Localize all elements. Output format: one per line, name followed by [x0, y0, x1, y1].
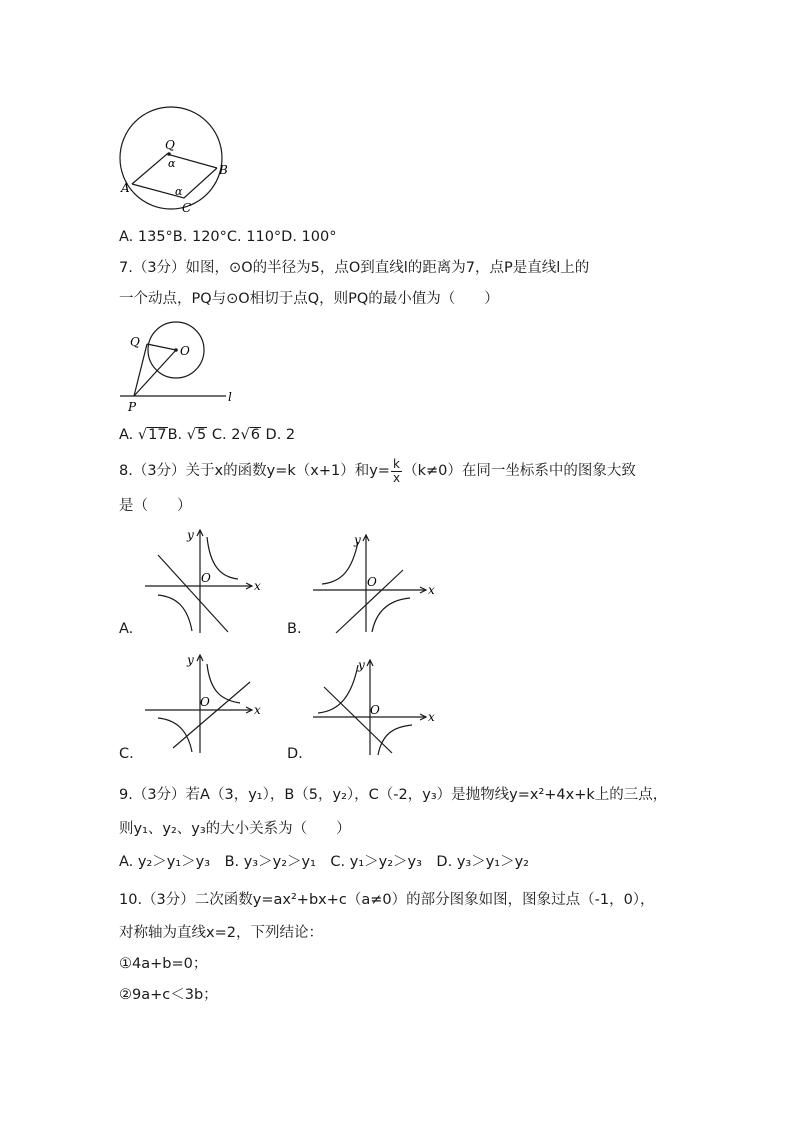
q8c-o-label: O — [200, 695, 210, 709]
q8c-hyperbola-q1 — [207, 664, 240, 703]
q8a-line — [158, 555, 228, 632]
q10-item-2: ②9a+c＜3b； — [119, 987, 218, 1003]
q7-center-dot — [174, 348, 178, 352]
q8-stem-before: 8.（3分）关于x的函数y=k（x+1）和y= — [119, 463, 390, 480]
q6-label-a: A — [121, 181, 130, 195]
q8b-y-label: y — [354, 533, 361, 547]
q7-stem-line2: 一个动点，PQ与⊙O相切于点Q，则PQ的最小值为（ ） — [119, 291, 499, 307]
q7-segment-qo — [147, 344, 176, 350]
q7-option-a-label: A. — [119, 427, 134, 443]
q6-label-alpha-bottom: α — [175, 185, 183, 198]
q8-graph-d — [308, 655, 438, 765]
q6-label-alpha-top: α — [168, 157, 176, 170]
q7-option-a-radicand: 17 — [148, 427, 167, 443]
q8b-o-label: O — [367, 575, 377, 589]
q6-label-b: B — [219, 163, 228, 177]
q6-options: A. 135°B. 120°C. 110°D. 100° — [119, 229, 337, 245]
q6-label-q: Q — [165, 138, 175, 152]
q7-option-c-label: C. 2 — [211, 427, 241, 443]
q8a-hyperbola-q1 — [207, 537, 238, 579]
q8-option-c-label: C. — [119, 746, 134, 762]
q8-stem-after: （k≠0）在同一坐标系中的图象大致 — [403, 463, 636, 480]
q7-option-c-radicand: 6 — [250, 427, 260, 443]
q9-stem-line1: 9.（3分）若A（3，y₁），B（5，y₂），C（-2，y₃）是抛物线y=x²+4x+k上的三点， — [119, 787, 668, 803]
q8b-hyperbola-q2 — [322, 542, 358, 584]
q8b-x-label: x — [428, 583, 435, 597]
q7-option-a-sqrt: √17 — [137, 427, 167, 443]
q8b-hyperbola-q4 — [372, 598, 410, 632]
q7-option-c-sqrt: √6 — [240, 427, 260, 443]
q8-stem-line2: 是（ ） — [119, 498, 192, 514]
q8-option-d-label: D. — [287, 746, 303, 762]
q9-options: A. y₂＞y₁＞y₃ B. y₃＞y₂＞y₁ C. y₁＞y₂＞y₃ D. y₃＞y₁＞y₂ — [119, 854, 529, 870]
q7-tangent-figure — [118, 326, 248, 416]
q6-circle-figure — [112, 96, 242, 216]
q8a-o-label: O — [201, 571, 211, 585]
q7-option-b-label: B. — [167, 427, 183, 443]
q8c-x-label: x — [254, 703, 261, 717]
q6-center-dot — [167, 152, 171, 156]
q6-label-c: C — [182, 201, 192, 215]
q8-option-a-label: A. — [119, 621, 134, 637]
q10-item-1: ①4a+b=0； — [119, 956, 208, 972]
q8-fraction — [391, 458, 402, 484]
q8a-hyperbola-q3 — [158, 595, 192, 631]
q7-label-o: O — [180, 344, 190, 358]
q9-stem-line2: 则y₁、y₂、y₃的大小关系为（ ） — [119, 821, 351, 837]
q8d-hyperbola-q4 — [378, 725, 412, 755]
q8a-x-label: x — [254, 579, 261, 593]
q8d-y-label: y — [358, 658, 365, 672]
q7-label-p: P — [128, 400, 137, 414]
q8c-y-label: y — [187, 653, 194, 667]
q7-label-q: Q — [130, 335, 140, 349]
q8-graph-a — [140, 525, 270, 635]
q8-stem-line1 — [119, 458, 636, 484]
q8c-line — [173, 682, 250, 748]
q10-stem-line2: 对称轴为直线x=2，下列结论： — [119, 925, 323, 941]
q7-option-d: D. 2 — [265, 427, 296, 443]
q7-options — [119, 427, 295, 443]
q8-fraction-denominator: x — [392, 470, 401, 485]
q8a-y-label: y — [187, 528, 194, 542]
q8-fraction-numerator: k — [391, 458, 402, 472]
q8-option-b-label: B. — [287, 621, 302, 637]
q7-option-b-radicand: 5 — [197, 427, 207, 443]
q8-graph-c — [140, 650, 270, 760]
q8-graph-b — [308, 530, 438, 640]
q8d-x-label: x — [428, 710, 435, 724]
q7-option-b-sqrt: √5 — [186, 427, 207, 443]
q8d-hyperbola-q2 — [318, 665, 358, 713]
q7-stem-line1: 7.（3分）如图，⊙O的半径为5，点O到直线l的距离为7，点P是直线l上的 — [119, 260, 590, 276]
q8d-o-label: O — [370, 703, 380, 717]
q10-stem-line1: 10.（3分）二次函数y=ax²+bx+c（a≠0）的部分图象如图，图象过点（-1，0）， — [119, 892, 655, 908]
q7-label-l: l — [228, 390, 232, 404]
